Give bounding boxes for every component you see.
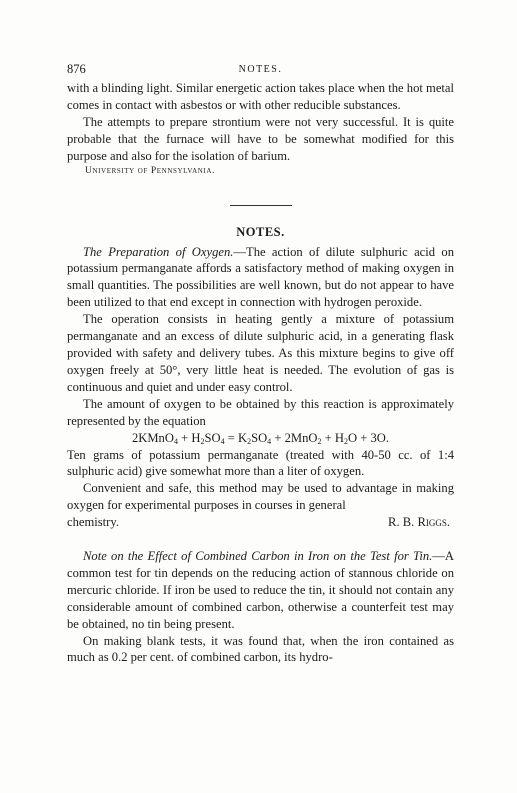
oxygen-note-operation: The operation consists in heating gently a mixture of potassium permanganate and an excess of dilute sulphuric acid, in a generating flask provided with safety and delivery tubes. As this mixture begins to give off oxygen freely at 50°, very little heat is needed. The evolution of gas is continuous and quiet and under easy control.: [67, 312, 454, 394]
running-head: [67, 62, 454, 80]
oxygen-note-lead: [67, 244, 454, 312]
page-number: 876: [67, 62, 86, 76]
continuation-paragraph: with a blinding light. Similar energetic action takes place when the hot metal comes in contact with asbestos or with other reducible substances.: [67, 81, 454, 112]
oxygen-note-amount: The amount of oxygen to be obtained by this reaction is approximately represented by the equation: [67, 396, 454, 428]
signature-line: [67, 514, 454, 531]
tin-note-title: Note on the Effect of Combined Carbon in Iron on the Test for Tin.: [83, 549, 433, 564]
strontium-paragraph: The attempts to prepare strontium were not very successful. It is quite probable that the furnace will have to be somewhat modified for this purpose and also for the isolation of barium.: [67, 114, 454, 163]
section-heading: NOTES.: [236, 224, 285, 239]
affiliation: University of Pennsylvania.: [85, 165, 215, 176]
running-title: NOTES.: [238, 64, 283, 75]
reaction-equation: 2KMnO$_4$ + $H_2SO_4 = K_2SO_4 + 2MnO_2 + H_2O + 3O$.: [131, 430, 390, 446]
oxygen-note-title: The Preparation of Oxygen.: [83, 244, 234, 259]
author-signature: R. B. Riggs.: [388, 515, 450, 530]
tin-note-blank-tests: On making blank tests, it was found that, when the iron contained as much as 0.2 per cent. of combined carbon, its hydro-: [67, 633, 454, 665]
oxygen-note-yield: Ten grams of potassium permanganate (treated with 40-50 cc. of 1:4 sulphuric acid) give somewhat more than a liter of oxygen.: [67, 447, 454, 479]
closing-word: chemistry.: [67, 515, 119, 530]
tin-note-lead: [67, 548, 454, 633]
tin-note-lead-text: —A common test for tin depends on the reducing action of stannous chloride on mercuric chloride. If iron be used to reduce the tin, it should not contain any considerable amount of combined carbon, otherwise a counterfeit test may be obtained, no tin being present.: [67, 549, 454, 631]
note-gap: [67, 531, 454, 548]
oxygen-note-lead-text: —The action of dilute sulphuric acid on potassium permanganate affords a satisfactory method of making oxygen in small quantities. The possibilities are well known, but do not appear to have been utilized to that end except in connection with hydrogen peroxide.: [67, 244, 454, 310]
oxygen-note-convenience: Convenient and safe, this method may be used to advantage in making oxygen for experimental purposes in courses in general: [67, 481, 454, 513]
page: [67, 62, 454, 666]
section-divider: [230, 205, 292, 206]
